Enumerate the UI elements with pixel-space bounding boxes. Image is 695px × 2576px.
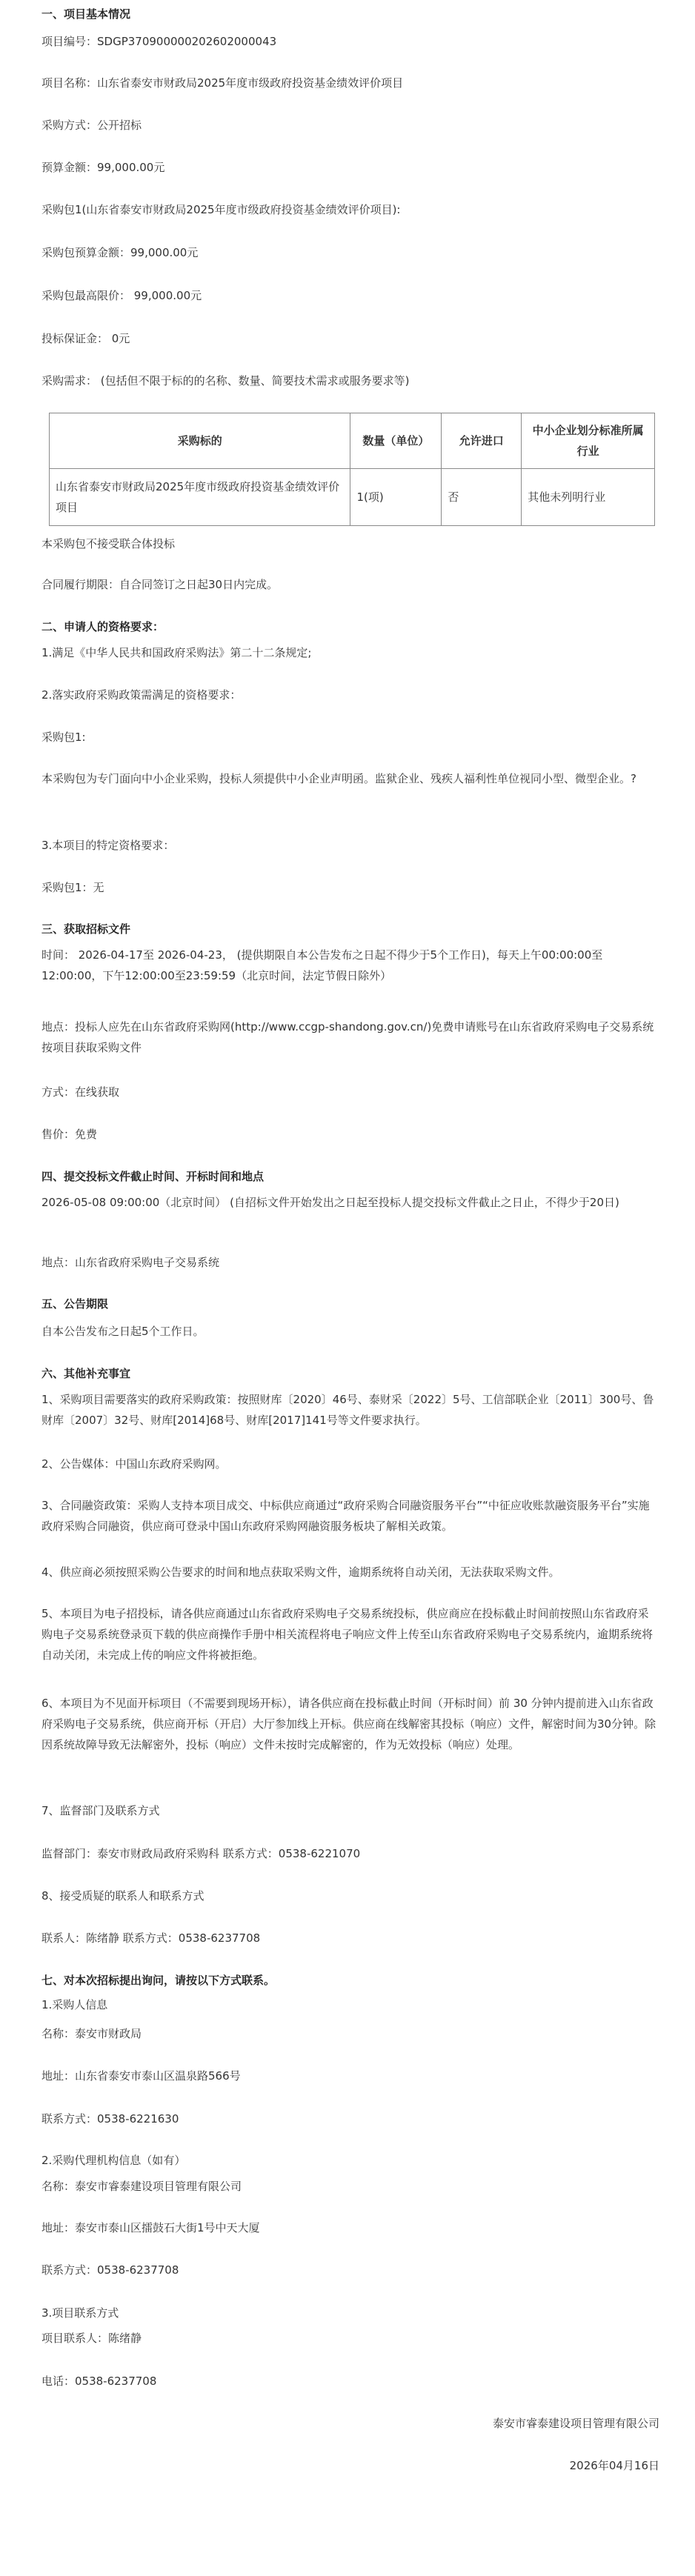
supplement-1: 1、采购项目需要落实的政府采购政策：按照财库〔2020〕46号、泰财采〔2022〕5号、工信部联企业〔2011〕300号、鲁财库〔2007〕32号、财库[2014]68号、财库[2017]141号等文件要求执行。 [41, 1393, 654, 1427]
table-cell: 否 [442, 469, 522, 526]
obtain-way: 方式：在线获取 [41, 1085, 120, 1099]
supplement-5: 5、本项目为电子招投标，请各供应商通过山东省政府采购电子交易系统投标，供应商应在投标截止时间前按照山东省政府采购电子交易系统登录页下载的供应商操作手册中相关流程将电子响应文件上传至山东省政府采购电子交易系统内，逾期系统将自动关闭，未完成上传的响应文件将被拒绝。 [41, 1607, 654, 1662]
table-row [50, 469, 655, 526]
project-contact-title: 3.项目联系方式 [41, 2306, 119, 2320]
footer-organization: 泰安市睿泰建设项目管理有限公司 [492, 2417, 659, 2430]
complaint-contact: 联系人：陈绪静 联系方式：0538-6237708 [41, 1931, 261, 1945]
agency-contact: 联系方式：0538-6237708 [41, 2263, 179, 2277]
announcement-period: 自本公告发布之日起5个工作日。 [41, 1325, 204, 1338]
purchaser-contact: 联系方式：0538-6221630 [41, 2112, 179, 2126]
opening-place: 地点：山东省政府采购电子交易系统 [41, 1256, 220, 1269]
supplement-4: 4、供应商必须按照采购公告要求的时间和地点获取采购文件，逾期系统将自动关闭，无法获取采购文件。 [41, 1565, 560, 1579]
procurement-table [49, 413, 655, 526]
package-budget: 采购包预算金额：99,000.00元 [41, 246, 199, 259]
agency-address: 地址：泰安市泰山区擂鼓石大街1号中天大厦 [41, 2221, 260, 2234]
table-header-cell: 中小企业划分标准所属行业 [522, 413, 655, 469]
qualification-3: 3.本项目的特定资格要求： [41, 839, 175, 852]
section-7-heading: 七、对本次招标提出询问，请按以下方式联系。 [41, 1974, 276, 1987]
footer-date: 2026年04月16日 [569, 2459, 659, 2472]
section-6-heading: 六、其他补充事宜 [41, 1367, 131, 1380]
supervision-contact: 监督部门：泰安市财政局政府采购科 联系方式：0538-6221070 [41, 1847, 361, 1860]
qualification-package: 采购包1: [41, 730, 86, 744]
supplement-6: 6、本项目为不见面开标项目（不需要到现场开标），请各供应商在投标截止时间（开标时间）前 30 分钟内提前进入山东省政府采购电子交易系统，供应商开标（开启）大厅参加线上开标。供应商在线解密其投标（响应）文件，解密时间为30分钟。除因系统故障导致无法解密外，投标（响应）文件未按时完成解密的，作为无效投标（响应）处理。 [41, 1697, 656, 1751]
qualification-2: 2.落实政府采购政策需满足的资格要求： [41, 688, 242, 702]
project-contact-phone: 电话：0538-6237708 [41, 2374, 157, 2388]
purchaser-name: 名称：泰安市财政局 [41, 2027, 142, 2040]
agency-name: 名称：泰安市睿泰建设项目管理有限公司 [41, 2180, 242, 2193]
purchaser-address: 地址：山东省泰安市泰山区温泉路566号 [41, 2069, 241, 2083]
section-2-heading: 二、申请人的资格要求： [41, 620, 164, 633]
contract-period: 合同履行期限：自合同签订之日起30日内完成。 [41, 578, 279, 591]
section-1-heading: 一、项目基本情况 [41, 7, 131, 21]
obtain-price: 售价：免费 [41, 1128, 98, 1141]
table-cell: 山东省泰安市财政局2025年度市级政府投资基金绩效评价项目 [50, 469, 350, 526]
budget-amount: 预算金额：99,000.00元 [41, 161, 165, 174]
table-cell: 其他未列明行业 [522, 469, 655, 526]
supplement-7: 7、监督部门及联系方式 [41, 1804, 160, 1817]
obtain-place: 地点：投标人应先在山东省政府采购网(http://www.ccgp-shandong.gov.cn/)免费申请账号在山东省政府采购电子交易系统按项目获取采购文件 [41, 1020, 654, 1054]
project-contact-person: 项目联系人：陈绪静 [41, 2332, 142, 2345]
deadline-time: 2026-05-08 09:00:00（北京时间） (自招标文件开始发出之日起至投标人提交投标文件截止之日止，不得少于20日) [41, 1196, 619, 1209]
supplement-3: 3、合同融资政策：采购人支持本项目成交、中标供应商通过“政府采购合同融资服务平台”“中征应收账款融资服务平台”实施政府采购合同融资，供应商可登录中国山东政府采购网融资服务板块了解相关政策。 [41, 1499, 650, 1533]
supplement-2: 2、公告媒体：中国山东政府采购网。 [41, 1457, 227, 1471]
section-5-heading: 五、公告期限 [41, 1297, 109, 1311]
supplement-8: 8、接受质疑的联系人和联系方式 [41, 1889, 204, 1903]
table-header-row [50, 413, 655, 469]
agency-info-title: 2.采购代理机构信息（如有） [41, 2154, 186, 2167]
no-consortium-note: 本采购包不接受联合体投标 [41, 537, 176, 550]
table-header-cell: 数量（单位） [350, 413, 442, 469]
table-cell: 1(项) [350, 469, 442, 526]
project-number: 项目编号：SDGP370900000202602000043 [41, 35, 277, 48]
bid-deposit: 投标保证金： 0元 [41, 332, 130, 345]
qualification-1: 1.满足《中华人民共和国政府采购法》第二十二条规定; [41, 646, 312, 659]
procurement-method: 采购方式：公开招标 [41, 119, 142, 132]
obtain-time: 时间： 2026-04-17至 2026-04-23， (提供期限自本公告发布之日起不得少于5个工作日)，每天上午00:00:00至12:00:00，下午12:00:00至23:59:59（北京时间，法定节假日除外） [41, 948, 603, 982]
specific-requirement: 采购包1：无 [41, 881, 104, 894]
section-4-heading: 四、提交投标文件截止时间、开标时间和地点 [41, 1170, 265, 1183]
section-3-heading: 三、获取招标文件 [41, 922, 131, 936]
table-header-cell: 采购标的 [50, 413, 350, 469]
package-title: 采购包1(山东省泰安市财政局2025年度市级政府投资基金绩效评价项目): [41, 203, 401, 216]
package-max-price: 采购包最高限价： 99,000.00元 [41, 289, 202, 302]
sme-requirement: 本采购包为专门面向中小企业采购，投标人须提供中小企业声明函。监狱企业、残疾人福利性单位视同小型、微型企业。? [41, 772, 636, 785]
table-header-cell: 允许进口 [442, 413, 522, 469]
project-name: 项目名称：山东省泰安市财政局2025年度市级政府投资基金绩效评价项目 [41, 76, 404, 90]
procurement-demand: 采购需求： (包括但不限于标的的名称、数量、简要技术需求或服务要求等) [41, 374, 410, 387]
purchaser-info-title: 1.采购人信息 [41, 1998, 108, 2011]
